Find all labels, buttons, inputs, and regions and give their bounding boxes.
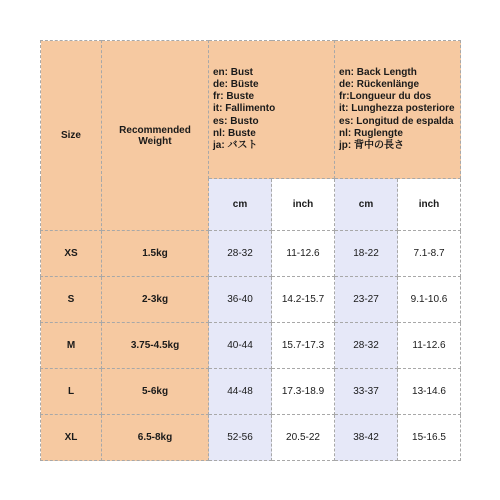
bust-cm-cell: 36-40 bbox=[209, 277, 272, 323]
weight-cell: 5-6kg bbox=[102, 369, 209, 415]
bust-inch-cell: 14.2-15.7 bbox=[272, 277, 335, 323]
back-length-header-line: es: Longitud de espalda bbox=[339, 115, 454, 127]
back-length-header-line: nl: Ruglengte bbox=[339, 127, 403, 139]
bust-cm-cell: 44-48 bbox=[209, 369, 272, 415]
bust-header-line: es: Busto bbox=[213, 115, 259, 127]
size-cell: XL bbox=[41, 415, 102, 461]
back-length-header-line: fr:Longueur du dos bbox=[339, 91, 432, 103]
size-cell: L bbox=[41, 369, 102, 415]
bust-header bbox=[209, 41, 335, 179]
bust-header-line: en: Bust bbox=[213, 66, 253, 78]
table-row bbox=[41, 323, 461, 369]
weight-cell: 1.5kg bbox=[102, 231, 209, 277]
table-row bbox=[41, 415, 461, 461]
weight-cell: 3.75-4.5kg bbox=[102, 323, 209, 369]
back-inch-cell: 13-14.6 bbox=[398, 369, 461, 415]
back-cm-cell: 23-27 bbox=[335, 277, 398, 323]
back-inch-cell: 15-16.5 bbox=[398, 415, 461, 461]
back-cm-cell: 28-32 bbox=[335, 323, 398, 369]
bust-cm-cell: 52-56 bbox=[209, 415, 272, 461]
size-cell: S bbox=[41, 277, 102, 323]
bust-inch-cell: 20.5-22 bbox=[272, 415, 335, 461]
back-inch-cell: 9.1-10.6 bbox=[398, 277, 461, 323]
weight-cell: 2-3kg bbox=[102, 277, 209, 323]
bust-inch-cell: 11-12.6 bbox=[272, 231, 335, 277]
header-row bbox=[41, 41, 461, 179]
bust-header-line: ja: バスト bbox=[213, 140, 258, 151]
bust-cm-cell: 40-44 bbox=[209, 323, 272, 369]
size-cell: M bbox=[41, 323, 102, 369]
back-length-header-line: de: Rückenlänge bbox=[339, 78, 420, 90]
bust-header-line: nl: Buste bbox=[213, 127, 256, 139]
size-chart-table bbox=[40, 40, 461, 461]
back-inch-cell: 7.1-8.7 bbox=[398, 231, 461, 277]
unit-cm: cm bbox=[209, 179, 272, 231]
unit-cm: cm bbox=[335, 179, 398, 231]
table-row bbox=[41, 231, 461, 277]
recommended-weight-header: Recommended Weight bbox=[102, 41, 209, 231]
size-header: Size bbox=[41, 41, 102, 231]
bust-inch-cell: 15.7-17.3 bbox=[272, 323, 335, 369]
back-cm-cell: 33-37 bbox=[335, 369, 398, 415]
back-inch-cell: 11-12.6 bbox=[398, 323, 461, 369]
back-length-header-line: it: Lunghezza posteriore bbox=[339, 103, 455, 115]
size-cell: XS bbox=[41, 231, 102, 277]
bust-header-line: fr: Buste bbox=[213, 91, 255, 103]
bust-header-line: it: Fallimento bbox=[213, 103, 276, 115]
back-cm-cell: 18-22 bbox=[335, 231, 398, 277]
bust-inch-cell: 17.3-18.9 bbox=[272, 369, 335, 415]
back-length-header bbox=[335, 41, 461, 179]
table-row bbox=[41, 277, 461, 323]
back-length-header-line: en: Back Length bbox=[339, 66, 417, 78]
weight-cell: 6.5-8kg bbox=[102, 415, 209, 461]
back-cm-cell: 38-42 bbox=[335, 415, 398, 461]
table-row bbox=[41, 369, 461, 415]
bust-cm-cell: 28-32 bbox=[209, 231, 272, 277]
unit-inch: inch bbox=[272, 179, 335, 231]
bust-header-line: de: Büste bbox=[213, 78, 259, 90]
back-length-header-line: jp: 背中の長さ bbox=[339, 140, 405, 151]
unit-inch: inch bbox=[398, 179, 461, 231]
